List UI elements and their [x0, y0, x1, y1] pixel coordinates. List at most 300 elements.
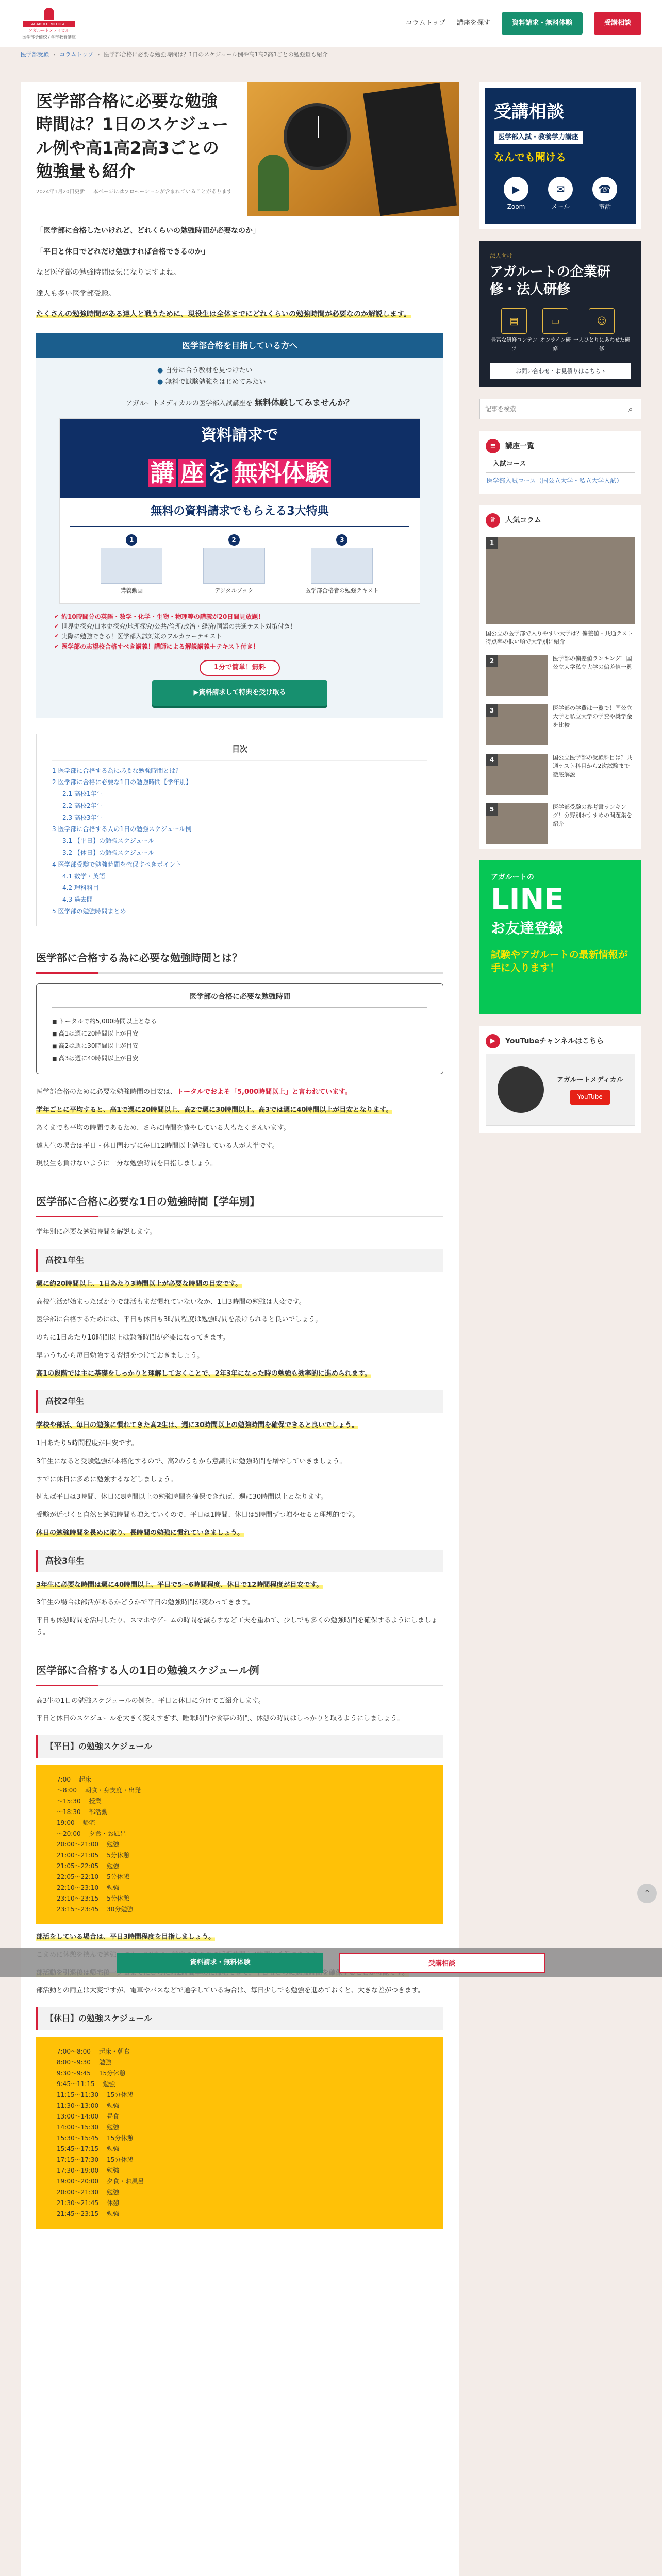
schedule-activity: 勉強: [107, 2210, 120, 2218]
summary-item: ■ 高1は週に20時間以上が目安: [52, 1027, 427, 1040]
cta-bullet: ✔ 実際に勉強できる！医学部入試対策のフルカラーテキスト: [54, 632, 425, 641]
bonus-number: 2: [228, 534, 240, 546]
schedule-row: [57, 1807, 423, 1818]
schedule-activity: 5分休憩: [107, 1873, 129, 1881]
paragraph: [36, 1420, 443, 1432]
paragraph: 例えば平日は3時間、休日に8時間以上の勉強時間を確保できれば、週に30時間以上となります。: [36, 1493, 328, 1501]
bonus-number: 1: [126, 534, 137, 546]
schedule-activity: 朝食・身支度・出発: [85, 1787, 141, 1794]
schedule-activity: 昼食: [107, 2113, 120, 2121]
schedule-row: [57, 1893, 423, 1904]
video-icon: ▶: [504, 177, 528, 201]
consult-tagline: なんでも聞ける: [494, 151, 566, 164]
paragraph-highlight: 3年生に必要な時間は週に40時間以上、平日で5〜6時間程度、休日で12時間程度が目安です。: [36, 1581, 323, 1589]
plant-illustration: [258, 155, 289, 211]
schedule-time: 21:00〜21:05: [57, 1852, 99, 1859]
consult-method: [504, 177, 528, 212]
search-box: [479, 399, 641, 419]
schedule-row: [57, 2100, 423, 2111]
schedule-time: 〜20:00: [57, 1830, 81, 1838]
paragraph: あくまでも平均の時間であるため、さらに時間を費やしている人もたくさんいます。: [36, 1124, 290, 1132]
toc-item[interactable]: 3.1 【平日】の勉強スケジュール: [62, 837, 155, 845]
paragraph-highlight: 週に約20時間以上、1日あたり3時間以上が必要な時間の目安です。: [36, 1280, 242, 1288]
corp-contact-link[interactable]: お問い合わせ・お見積りはこちら ›: [490, 363, 631, 379]
consult-method-label: メール: [551, 203, 570, 211]
toc-item[interactable]: 4.1 数学・英語: [62, 872, 105, 880]
line-small-text: アガルートの: [491, 873, 534, 882]
section-heading: 医学部に合格する人の1日の勉強スケジュール例: [36, 1656, 443, 1686]
youtube-channel-name: アガルートメディカル: [556, 1076, 623, 1084]
schedule-activity: 勉強: [107, 1884, 120, 1892]
schedule-time: 11:15〜11:30: [57, 2091, 99, 2099]
subsection-heading: 高校1年生: [36, 1249, 443, 1272]
paragraph-highlight: 高1の段階では主に基礎をしっかりと理解しておくことで、2年3年になった時の勉強も効率的に進められます。: [36, 1369, 371, 1378]
calendar-illustration: [363, 83, 457, 216]
schedule-time: 17:15〜17:30: [57, 2156, 99, 2164]
popular-thumbnail: [486, 537, 635, 624]
popular-rank: 1: [486, 537, 498, 549]
corporate-training-banner[interactable]: [479, 241, 641, 387]
paragraph: 3年生になると受験勉強が本格化するので、高2のうちから意識的に勉強時間を増やしていきましょう。: [36, 1457, 346, 1465]
schedule-activity: 勉強: [103, 2080, 115, 2088]
schedule-row: [57, 1872, 423, 1883]
paragraph: 高3生の1日の勉強スケジュールの例を、平日と休日に分けてご紹介します。: [36, 1697, 265, 1705]
toc-item[interactable]: 2.1 高校1年生: [62, 790, 103, 798]
article-meta: [36, 188, 232, 197]
mail-icon: ✉: [548, 177, 573, 201]
table-of-contents: [36, 734, 443, 926]
paragraph: 達人生の場合は平日・休日問わずに毎日12時間以上勉強している人が大半です。: [36, 1142, 279, 1150]
schedule-activity: 勉強: [98, 2059, 111, 2066]
intro-text: [36, 308, 443, 321]
popular-thumbnail: [486, 655, 548, 696]
schedule-activity: 帰宅: [82, 1819, 95, 1827]
schedule-row: [57, 1850, 423, 1861]
popular-title: 人気コラム: [505, 516, 541, 524]
corp-feature: [572, 308, 631, 354]
youtube-channel-info: [557, 1075, 623, 1105]
corp-feature: [490, 308, 538, 354]
holiday-schedule: [36, 2037, 443, 2229]
consult-method-label: Zoom: [507, 203, 525, 211]
schedule-time: 9:30〜9:45: [57, 2070, 91, 2077]
schedule-row: [57, 2068, 423, 2079]
schedule-activity: 夕食・お風呂: [89, 1830, 126, 1838]
toc-title: 目次: [52, 742, 427, 760]
paragraph: [36, 1368, 443, 1380]
cta-bullets: [54, 612, 425, 652]
header-request-button[interactable]: 資料請求・無料体験: [502, 12, 583, 35]
popular-item[interactable]: [479, 750, 641, 799]
monitor-icon: ▭: [542, 308, 568, 334]
popular-item-title: 医学部の偏差値ランキング！国公立大学私立大学の偏差値一覧: [553, 655, 632, 671]
schedule-row: [57, 2122, 423, 2133]
summary-item: ■ トータルで約5,000時間以上となる: [52, 1015, 427, 1027]
consult-subtitle: 医学部入試・教養学力講座: [494, 131, 583, 145]
paragraph: [36, 1087, 443, 1098]
consult-banner[interactable]: [479, 82, 641, 229]
article-hero: [21, 82, 459, 216]
schedule-activity: 休憩: [107, 2199, 120, 2207]
schedule-row: [57, 1861, 423, 1872]
line-tagline: 試験やアガルートの最新情報が手に入ります！: [491, 948, 628, 974]
subsection-heading: 高校3年生: [36, 1550, 443, 1572]
paragraph-highlight: 学年ごとに平均すると、高1で週に20時間以上、高2で週に30時間以上、高3では週に40時間以上が目安となります。: [36, 1106, 393, 1114]
popular-thumbnail: [486, 704, 548, 745]
textbook-image: [311, 548, 373, 584]
intro-quote: 「平日と休日でどれだけ勉強すれば合格できるのか」: [36, 247, 209, 256]
paragraph: すでに休日に多めに勉強するなどしましょう。: [36, 1475, 177, 1483]
corp-feature-label: 豊富な研修コンテンツ: [491, 337, 537, 352]
sticky-request-button[interactable]: 資料請求・無料体験: [117, 1953, 323, 1973]
paragraph: 医学部に合格するためには、平日も休日も3時間程度は勉強時間を設けられると良いでしょう。: [36, 1316, 322, 1324]
schedule-row: [57, 2046, 423, 2057]
paragraph-emphasis: トータルでおよそ「5,000時間以上」と言われています。: [177, 1088, 352, 1096]
intro-highlight: たくさんの勉強時間がある達人と戦うために、現役生は全体までにどれくらいの勉強時間が必要なのか解説します。: [36, 310, 411, 318]
toc-item[interactable]: 3.2 【休日】の勉強スケジュール: [62, 849, 155, 857]
paragraph: 受験が近づくと自然と勉強時間も増えていくので、平日は1時間、休日は5時間ずつ増やせると理想的です。: [36, 1511, 359, 1519]
sticky-cta-bar: [0, 1948, 662, 1977]
popular-rank: 2: [486, 655, 498, 667]
nav-find-course[interactable]: 講座を探す: [456, 19, 490, 27]
paragraph: 早いうちから毎日勉強する習慣をつけておきましょう。: [36, 1351, 204, 1360]
schedule-time: 14:00〜15:30: [57, 2124, 99, 2131]
course-list-heading: [479, 431, 641, 459]
schedule-activity: 5分休憩: [107, 1852, 129, 1859]
course-list-title: 講座一覧: [505, 442, 534, 450]
schedule-time: 15:30〜15:45: [57, 2134, 99, 2142]
search-icon[interactable]: ⌕: [628, 404, 633, 414]
paragraph-text: 医学部合格のために必要な勉強時間の目安は、: [36, 1088, 177, 1096]
summary-box: [36, 983, 443, 1075]
consult-method: [548, 177, 573, 212]
toc-item[interactable]: 5 医学部の勉強時間まとめ: [52, 908, 126, 916]
corp-feature: [538, 308, 572, 354]
banner-char: 座: [178, 459, 206, 487]
cta-lead-big: 無料体験してみませんか？: [254, 398, 354, 408]
youtube-title: YouTubeチャンネルはこちら: [505, 1037, 604, 1045]
consult-methods: [494, 177, 627, 212]
subsection-heading: 【休日】の勉強スケジュール: [36, 2007, 443, 2030]
popular-item[interactable]: [479, 799, 641, 849]
paragraph: 現役生も負けないように十分な勉強時間を目指しましょう。: [36, 1160, 218, 1168]
banner-bonuses: [60, 527, 420, 603]
schedule-row: [57, 2133, 423, 2144]
schedule-activity: 夕食・お風呂: [107, 2178, 144, 2185]
paragraph: 1日あたり5時間程度が目安です。: [36, 1439, 138, 1448]
schedule-row: [57, 2198, 423, 2209]
paragraph: [36, 1528, 443, 1539]
schedule-row: [57, 2209, 423, 2219]
bonus-number: 3: [336, 534, 347, 546]
youtube-banner[interactable]: [479, 1054, 641, 1133]
nav-column-top[interactable]: コラムトップ: [405, 19, 445, 27]
schedule-activity: 勉強: [107, 1862, 120, 1870]
schedule-time: 〜15:30: [57, 1798, 81, 1805]
schedule-time: 〜8:00: [57, 1787, 77, 1794]
banner-main-text: [60, 452, 420, 498]
banner-char: 講: [148, 459, 176, 487]
banner-char: を: [207, 459, 231, 487]
schedule-time: 19:00〜20:00: [57, 2178, 99, 2185]
line-subtitle: お友達登録: [491, 919, 564, 937]
schedule-activity: 勉強: [107, 2189, 120, 2196]
paragraph-highlight: 部活をしている場合は、平日3時間程度を目指しましょう。: [36, 1933, 216, 1941]
popular-item-title: 国公立の医学部で入りやすい大学は？偏差値・共通テスト得点率の低い順で大学別に紹介: [486, 630, 633, 646]
corp-small-label: 法人向け: [490, 252, 512, 259]
article-main: [21, 82, 459, 2576]
paragraph: 3年生の場合は部活があるかどうかで平日の勉強時間が変わってきます。: [36, 1599, 255, 1607]
paragraph: 高校生活が始まったばかりで部活もまだ慣れていないなか、1日3時間の勉強は大変です。: [36, 1298, 306, 1306]
banner-free-text: 無料体験: [232, 459, 331, 487]
banner-bonus-item: [305, 534, 379, 596]
digital-book-image: [203, 548, 265, 584]
schedule-time: 15:45〜17:15: [57, 2145, 99, 2153]
person-icon: ☺: [589, 308, 615, 334]
video-lecture-image: [101, 548, 162, 584]
schedule-time: 7:00: [57, 1776, 71, 1784]
cta-bullet: ✔ 約10時間分の英語・数学・化学・生物・物理等の講義が20日間見放題！: [54, 612, 425, 622]
popular-thumbnail: [486, 803, 548, 844]
paragraph: [36, 1105, 443, 1116]
chevron-up-icon[interactable]: ⌃: [637, 1884, 657, 1903]
popular-item-title: 医学部の学費は一覧で！国公立大学と私立大学の学費や奨学金を比較: [553, 704, 632, 728]
schedule-row: [57, 2165, 423, 2176]
cta-checklist: [157, 365, 322, 389]
popular-item-title: 国公立医学部の受験科目は？共通テスト科目から2次試験まで徹底解説: [553, 754, 632, 778]
course-list: [479, 431, 641, 494]
breadcrumb-current: 医学部合格に必要な勉強時間は？1日のスケジュール例や高1高2高3ごとの勉強量も紹介: [104, 51, 328, 58]
paragraph: 学年別に必要な勉強時間を解説します。: [36, 1228, 156, 1236]
schedule-activity: 5分休憩: [107, 1895, 129, 1903]
summary-title: 医学部の合格に必要な勉強時間: [52, 991, 427, 1008]
promotion-note: 本ページにはプロモーションが含まれていることがあります: [93, 189, 232, 195]
phone-icon: ☎: [592, 177, 617, 201]
crown-icon: ♛: [486, 513, 500, 528]
hero-image: [247, 82, 459, 216]
sidebar: [479, 82, 641, 1144]
banner-bonus-item: [203, 534, 265, 596]
toc-item[interactable]: 2.3 高校3年生: [62, 814, 103, 821]
breadcrumb-separator: ›: [97, 51, 100, 58]
logo-bar: AGAROOT MEDICAL: [23, 21, 75, 27]
schedule-time: 20:00〜21:30: [57, 2189, 99, 2196]
cta-bullet: ✔ 医学部の志望校合格すべき講義！講師による解説講義＋テキスト付き！: [54, 642, 425, 652]
search-input[interactable]: [480, 399, 620, 419]
hero-text: [21, 82, 247, 216]
intro-text: 達人も多い医学部受験。: [36, 289, 115, 298]
schedule-activity: 勉強: [107, 1841, 120, 1849]
article-date: 2024年1月20日更新: [36, 189, 85, 195]
cta-small-label: [36, 660, 443, 676]
popular-rank: 4: [486, 754, 498, 766]
breadcrumb-item[interactable]: コラムトップ: [59, 51, 93, 58]
schedule-time: 21:45〜23:15: [57, 2210, 99, 2218]
header-nav: [405, 12, 641, 35]
sticky-consult-button[interactable]: 受講相談: [339, 1953, 545, 1973]
schedule-row: [57, 2144, 423, 2155]
schedule-time: 11:30〜13:00: [57, 2102, 99, 2110]
schedule-row: [57, 2155, 423, 2165]
banner-subtitle: 無料の資料請求でもらえる3大特典: [70, 498, 409, 527]
schedule-row: [57, 1883, 423, 1893]
schedule-row: [57, 1904, 423, 1915]
bonus-label: 医学部合格者の勉強テキスト: [305, 587, 379, 594]
schedule-time: 22:10〜23:10: [57, 1884, 99, 1892]
cta-bullet: ✔ 世界史探究/日本史探究/地理探究/公共/倫理/政治・経済/国語の共通テスト対策付き！: [54, 622, 425, 632]
schedule-row: [57, 1796, 423, 1807]
section-heading: 医学部に合格に必要な1日の勉強時間【学年別】: [36, 1188, 443, 1217]
subsection-heading: 【平日】の勉強スケジュール: [36, 1735, 443, 1758]
toc-item[interactable]: 4.2 理科科目: [62, 884, 99, 892]
line-friend-banner[interactable]: [479, 860, 641, 1014]
intro-quote: 「医学部に合格したいけれど、どれくらいの勉強時間が必要なのか」: [36, 227, 260, 235]
page-title: 医学部合格に必要な勉強時間は？1日のスケジュール例や高1高2高3ごとの勉強量も紹介: [36, 91, 228, 181]
schedule-row: [57, 1818, 423, 1828]
consult-banner-body: [485, 88, 636, 224]
book-icon: ▤: [501, 308, 527, 334]
paragraph: [36, 1931, 443, 1943]
popular-rank: 3: [486, 704, 498, 717]
schedule-time: 19:00: [57, 1819, 75, 1827]
schedule-activity: 授業: [89, 1798, 102, 1805]
popular-item-title: 医学部受験の参考書ランキング！分野別おすすめの問題集を紹介: [553, 803, 633, 827]
intro-text: など医学部の勉強時間は気になりますよね。: [36, 268, 180, 277]
toc-item[interactable]: 4.3 過去問: [62, 896, 93, 904]
list-icon: ≡: [486, 439, 500, 453]
popular-thumbnail: [486, 754, 548, 795]
line-logo-text: LINE: [491, 883, 564, 917]
popular-item[interactable]: [479, 700, 641, 750]
subsection-heading: 高校2年生: [36, 1390, 443, 1413]
avatar: [498, 1066, 544, 1113]
site-header: [0, 0, 662, 47]
schedule-time: 23:10〜23:15: [57, 1895, 99, 1903]
schedule-row: [57, 2176, 423, 2187]
schedule-activity: 起床・朝食: [98, 2048, 130, 2056]
breadcrumb: [21, 49, 328, 59]
cta-lead: [36, 396, 443, 410]
paragraph: 部活動との両立は大変ですが、電車やバスなどで通学している場合は、毎日少しでも勉強を進めておくと、大きな差がつきます。: [36, 1987, 424, 1995]
paragraph: のちに1日あたり10時間以上は勉強時間が必要になってきます。: [36, 1334, 229, 1342]
toc-item[interactable]: 3 医学部に合格する人の1日の勉強スケジュール例: [52, 825, 192, 833]
schedule-row: [57, 2090, 423, 2100]
youtube-button[interactable]: YouTube: [570, 1090, 610, 1105]
schedule-activity: 15分休憩: [107, 2134, 134, 2142]
paragraph-highlight: 学校や部活、毎日の勉強に慣れてきた高2生は、週に30時間以上の勉強時間を確保できると良いでしょう。: [36, 1421, 359, 1430]
toc-item[interactable]: 1 医学部に合格する為に必要な勉強時間とは？: [52, 767, 182, 774]
corp-feature-label: オンライン研修: [540, 337, 571, 352]
bonus-label: 講義動画: [120, 587, 143, 594]
schedule-time: 17:30〜19:00: [57, 2167, 99, 2175]
paragraph: [36, 1279, 443, 1291]
schedule-activity: 30分勉強: [107, 1906, 134, 1913]
consult-method: [592, 177, 617, 212]
cta-check-item: ● 無料で試験勉強をはじめてみたい: [157, 377, 322, 388]
course-category: 入試コース: [486, 459, 635, 473]
corp-feature-label: 一人ひとりにあわせた研修: [573, 337, 631, 352]
popular-item[interactable]: [479, 651, 641, 700]
header-consult-button[interactable]: 受講相談: [594, 12, 641, 35]
schedule-activity: 起床: [78, 1776, 91, 1784]
schedule-row: [57, 2057, 423, 2068]
summary-item: ■ 高2は週に30時間以上が目安: [52, 1040, 427, 1052]
popular-item[interactable]: [479, 533, 641, 651]
corp-title: アガルートの企業研修・法人研修: [490, 264, 610, 298]
site-logo[interactable]: [21, 8, 77, 39]
schedule-activity: 15分休憩: [107, 2091, 134, 2099]
schedule-activity: 勉強: [107, 2167, 120, 2175]
logo-text: アガルートメディカル: [28, 28, 70, 33]
paragraph: 平日も休憩時間を活用したり、スマホやゲームの時間を減らすなど工夫を重ねて、少しでも多くの勉強時間を確保するようにしましょう。: [36, 1617, 438, 1636]
schedule-time: 7:00〜8:00: [57, 2048, 91, 2056]
toc-item[interactable]: 2 医学部に合格に必要な1日の勉強時間【学年別】: [52, 778, 192, 786]
schedule-time: 21:30〜21:45: [57, 2199, 99, 2207]
banner-top-text: 資料請求で: [60, 419, 420, 452]
schedule-row: [57, 1774, 423, 1785]
bonus-label: デジタルブック: [214, 587, 254, 594]
clock-illustration: [284, 103, 351, 170]
logo-mark-icon: [44, 8, 54, 20]
breadcrumb-item[interactable]: 医学部受験: [21, 51, 49, 58]
schedule-row: [57, 1785, 423, 1796]
consult-method-label: 電話: [598, 203, 611, 211]
article-intro: [36, 225, 443, 321]
schedule-activity: 部活動: [89, 1808, 108, 1816]
schedule-activity: 15分休憩: [107, 2156, 134, 2164]
consult-title: 受講相談: [494, 101, 564, 122]
banner-bonus-item: [101, 534, 162, 596]
toc-item[interactable]: 2.2 高校2年生: [62, 802, 103, 809]
cta-small-text: 1分で簡単！無料: [200, 660, 280, 676]
schedule-time: 〜18:30: [57, 1808, 81, 1816]
paragraph: [36, 1580, 443, 1591]
popular-rank: 5: [486, 803, 498, 816]
schedule-time: 20:00〜21:00: [57, 1841, 99, 1849]
cta-request-button[interactable]: ▶資料請求して特典を受け取る: [152, 680, 327, 706]
paragraph-highlight: 休日の勉強時間を長めに取り、長時間の勉強に慣れていきましょう。: [36, 1529, 244, 1537]
schedule-time: 8:00〜9:30: [57, 2059, 91, 2066]
schedule-row: [57, 2079, 423, 2090]
free-trial-banner[interactable]: [59, 418, 420, 604]
schedule-time: 13:00〜14:00: [57, 2113, 99, 2121]
cta-heading: 医学部合格を目指している方へ: [36, 333, 443, 358]
schedule-row: [57, 2111, 423, 2122]
course-link[interactable]: 医学部入試コース（国公立大学・私立大学入試）: [487, 477, 623, 484]
schedule-row: [57, 1828, 423, 1839]
cta-lead-pre: アガルートメディカルの医学部入試講座を: [126, 400, 253, 408]
schedule-activity: 勉強: [107, 2102, 120, 2110]
paragraph: 平日と休日のスケジュールを大きく変えすぎず、睡眠時間や食事の時間、休憩の時間はしっかりと取るようにしましょう。: [36, 1715, 404, 1723]
schedule-row: [57, 1839, 423, 1850]
youtube-card: [479, 1026, 641, 1133]
cta-box: [36, 333, 443, 719]
schedule-time: 23:15〜23:45: [57, 1906, 99, 1913]
toc-item[interactable]: 4 医学部受験で勉強時間を確保すべきポイント: [52, 860, 182, 868]
schedule-time: 21:05〜22:05: [57, 1862, 99, 1870]
play-icon: ▶: [486, 1034, 500, 1048]
section-heading: 医学部に合格する為に必要な勉強時間とは？: [36, 944, 443, 974]
schedule-activity: 勉強: [107, 2124, 120, 2131]
youtube-thumbnail: [486, 1054, 635, 1126]
logo-subtext: 医学部予備校 / 学部教養講座: [22, 34, 76, 39]
schedule-activity: 勉強: [107, 2145, 120, 2153]
corp-features: [490, 308, 631, 354]
schedule-row: [57, 2187, 423, 2198]
cta-check-item: ● 自分に合う教材を見つけたい: [157, 365, 322, 377]
popular-columns: [479, 505, 641, 849]
breadcrumb-separator: ›: [53, 51, 56, 58]
